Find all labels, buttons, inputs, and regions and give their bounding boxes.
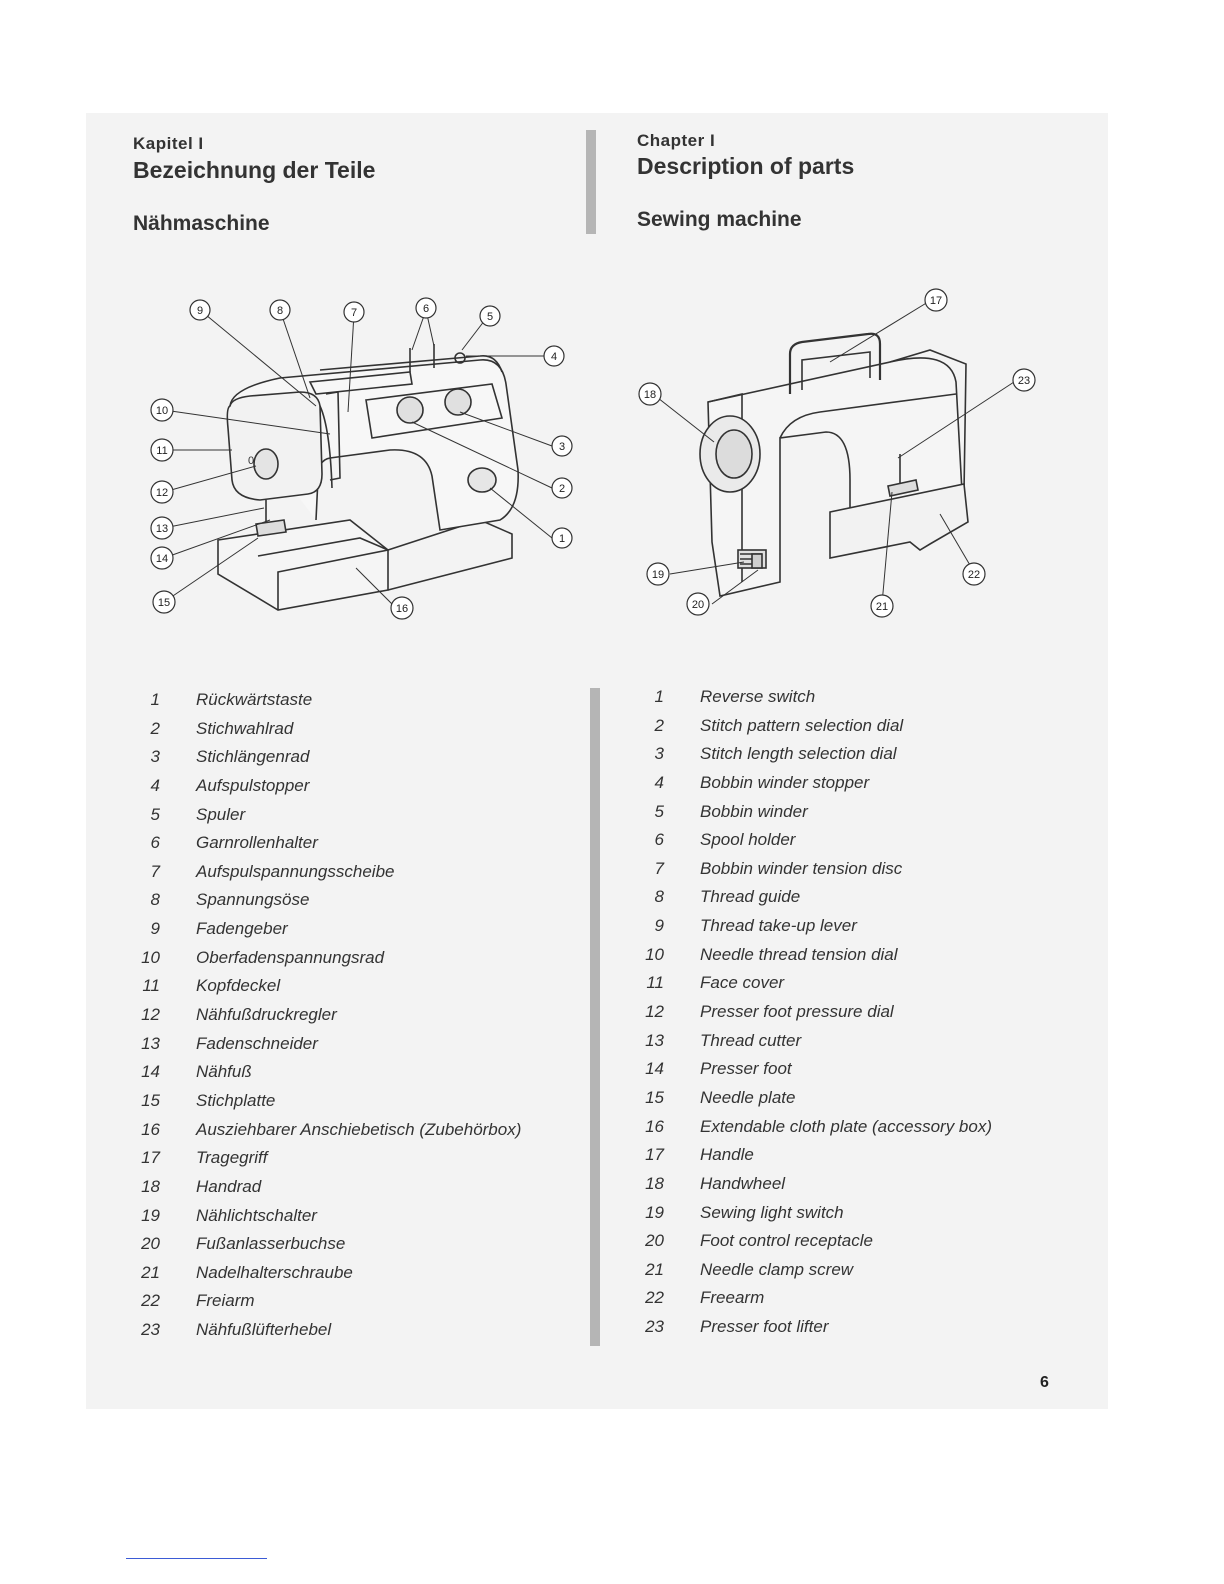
svg-text:0: 0 <box>248 455 255 467</box>
parts-list-item <box>136 948 576 977</box>
page-number: 6 <box>1040 1374 1049 1391</box>
parts-list-item <box>136 1206 576 1235</box>
part-name: Freearm <box>700 1288 765 1308</box>
part-name: Spannungsöse <box>196 890 310 910</box>
part-number: 17 <box>645 1145 664 1165</box>
part-name: Nadelhalterschraube <box>196 1262 353 1282</box>
sewing-machine-front-illustration <box>140 288 590 634</box>
part-name: Presser foot <box>700 1059 792 1079</box>
parts-list-item <box>640 1288 1060 1317</box>
part-name: Stitch length selection dial <box>700 744 897 764</box>
callout-3: 3 <box>558 441 566 453</box>
parts-list-item <box>136 1263 576 1292</box>
part-name: Handrad <box>196 1176 262 1196</box>
parts-list-item <box>136 747 576 776</box>
part-number: 12 <box>141 1005 160 1025</box>
part-name: Nähfußdruckregler <box>196 1005 337 1025</box>
part-name: Needle clamp screw <box>700 1259 854 1279</box>
parts-list-item <box>640 1117 1060 1146</box>
part-number: 2 <box>150 718 160 738</box>
part-name: Fußanlasserbuchse <box>196 1234 346 1254</box>
parts-list-item <box>640 1260 1060 1289</box>
part-number: 7 <box>150 861 160 881</box>
parts-list-item <box>640 687 1060 716</box>
part-name: Stichwahlrad <box>196 718 294 738</box>
part-number: 17 <box>141 1148 160 1168</box>
column-divider-bottom <box>590 688 600 1346</box>
part-name: Nählichtschalter <box>196 1205 317 1225</box>
part-name: Aufspulspannungsscheibe <box>196 861 395 881</box>
part-number: 11 <box>646 973 664 993</box>
parts-list-item <box>136 1320 576 1349</box>
callout-15: 15 <box>157 597 171 609</box>
part-name: Presser foot pressure dial <box>700 1002 894 1022</box>
part-number: 9 <box>654 916 664 936</box>
parts-list-item <box>640 916 1060 945</box>
parts-list-item <box>640 1145 1060 1174</box>
part-number: 10 <box>141 947 160 967</box>
callout-4: 4 <box>550 351 558 363</box>
part-number: 7 <box>654 858 664 878</box>
parts-list-item <box>640 859 1060 888</box>
english-parts-list <box>640 687 1060 1346</box>
part-number: 20 <box>645 1231 664 1251</box>
part-number: 10 <box>645 944 664 964</box>
parts-list-item <box>136 776 576 805</box>
german-parts-list <box>136 690 576 1349</box>
german-subtitle: Nähmaschine <box>133 212 270 235</box>
part-number: 6 <box>150 833 160 853</box>
part-number: 3 <box>150 747 160 767</box>
part-name: Needle plate <box>700 1087 796 1107</box>
parts-list-item <box>136 862 576 891</box>
callout-19: 19 <box>651 569 665 581</box>
part-name: Thread take-up lever <box>700 916 857 936</box>
parts-list-item <box>136 1034 576 1063</box>
parts-list-item <box>136 805 576 834</box>
part-number: 14 <box>645 1059 664 1079</box>
part-number: 12 <box>645 1002 664 1022</box>
part-name: Needle thread tension dial <box>700 944 898 964</box>
sewing-machine-back-illustration <box>630 282 1050 624</box>
part-name: Aufspulstopper <box>196 775 310 795</box>
part-name: Fadenschneider <box>196 1033 318 1053</box>
callout-5: 5 <box>486 311 494 323</box>
part-number: 5 <box>150 804 160 824</box>
part-number: 22 <box>645 1288 664 1308</box>
parts-list-item <box>136 1091 576 1120</box>
english-title: Description of parts <box>637 153 855 179</box>
callout-9: 9 <box>196 305 204 317</box>
part-name: Handwheel <box>700 1173 786 1193</box>
callout-7: 7 <box>350 307 358 319</box>
callout-17: 17 <box>929 295 943 307</box>
parts-list-item <box>136 976 576 1005</box>
parts-list-item <box>640 1174 1060 1203</box>
part-name: Stichplatte <box>196 1090 276 1110</box>
part-number: 23 <box>645 1317 664 1337</box>
parts-list-item <box>136 919 576 948</box>
part-number: 19 <box>141 1205 160 1225</box>
part-number: 11 <box>142 976 160 996</box>
callout-14: 14 <box>155 553 169 565</box>
part-name: Reverse switch <box>700 687 816 706</box>
parts-list-item <box>640 1002 1060 1031</box>
parts-list-item <box>640 973 1060 1002</box>
part-name: Kopfdeckel <box>196 976 281 996</box>
parts-list-item <box>136 1291 576 1320</box>
callout-20: 20 <box>691 599 705 611</box>
part-name: Oberfadenspannungsrad <box>196 947 385 967</box>
part-number: 18 <box>141 1176 160 1196</box>
part-number: 16 <box>645 1116 664 1136</box>
parts-list-item <box>136 1005 576 1034</box>
part-name: Spuler <box>196 804 246 824</box>
parts-list-item <box>640 716 1060 745</box>
part-number: 20 <box>141 1234 160 1254</box>
part-number: 23 <box>141 1320 160 1340</box>
part-number: 1 <box>654 687 664 706</box>
part-name: Nähfuß <box>196 1062 252 1082</box>
parts-list-item <box>640 887 1060 916</box>
part-number: 6 <box>654 830 664 850</box>
parts-list-item <box>640 1031 1060 1060</box>
part-name: Handle <box>700 1145 754 1165</box>
column-divider-top <box>586 130 596 234</box>
part-name: Freiarm <box>196 1291 255 1311</box>
part-number: 8 <box>150 890 160 910</box>
callout-11: 11 <box>156 445 168 457</box>
callout-8: 8 <box>276 305 284 317</box>
parts-list-item <box>136 719 576 748</box>
part-number: 19 <box>645 1202 664 1222</box>
part-name: Foot control receptacle <box>700 1231 873 1251</box>
parts-list-item <box>640 1088 1060 1117</box>
part-name: Extendable cloth plate (accessory box) <box>700 1116 992 1136</box>
part-name: Face cover <box>700 973 785 993</box>
part-name: Stitch pattern selection dial <box>700 715 904 735</box>
part-name: Stichlängenrad <box>196 747 310 767</box>
english-chapter-label: Chapter I <box>637 131 716 150</box>
part-number: 22 <box>141 1291 160 1311</box>
parts-list-item <box>136 890 576 919</box>
part-number: 15 <box>141 1090 160 1110</box>
part-number: 4 <box>654 772 664 792</box>
callout-10: 10 <box>155 405 169 417</box>
parts-list-item <box>640 1059 1060 1088</box>
part-name: Sewing light switch <box>700 1202 844 1222</box>
part-number: 14 <box>141 1062 160 1082</box>
part-name: Thread cutter <box>700 1030 802 1050</box>
part-name: Rückwärtstaste <box>196 690 313 709</box>
callout-13: 13 <box>155 523 169 535</box>
part-name: Tragegriff <box>196 1148 268 1168</box>
part-number: 2 <box>654 715 664 735</box>
parts-list-item <box>136 690 576 719</box>
part-number: 21 <box>141 1262 160 1282</box>
part-name: Ausziehbarer Anschiebetisch (Zubehörbox) <box>196 1119 522 1139</box>
parts-list-item <box>640 1231 1060 1260</box>
parts-list-item <box>640 830 1060 859</box>
part-number: 13 <box>141 1033 160 1053</box>
parts-list-item <box>136 1177 576 1206</box>
parts-list-item <box>640 1317 1060 1346</box>
parts-list-item <box>136 833 576 862</box>
callout-23: 23 <box>1017 375 1031 387</box>
callout-6: 6 <box>422 303 430 315</box>
part-number: 4 <box>150 775 160 795</box>
part-number: 15 <box>645 1087 664 1107</box>
parts-list-item <box>640 744 1060 773</box>
callout-16: 16 <box>395 603 409 615</box>
german-chapter-label: Kapitel I <box>133 134 204 153</box>
parts-list-item <box>640 945 1060 974</box>
part-number: 13 <box>645 1030 664 1050</box>
callout-22: 22 <box>967 569 981 581</box>
callout-21: 21 <box>875 601 889 613</box>
part-name: Garnrollenhalter <box>196 833 318 853</box>
part-name: Bobbin winder tension disc <box>700 858 903 878</box>
parts-list-item <box>136 1148 576 1177</box>
part-name: Fadengeber <box>196 919 288 939</box>
german-title: Bezeichnung der Teile <box>133 157 376 183</box>
part-number: 9 <box>150 919 160 939</box>
part-name: Nähfußlüfterhebel <box>196 1320 332 1340</box>
part-number: 5 <box>654 801 664 821</box>
part-name: Bobbin winder <box>700 801 808 821</box>
part-number: 8 <box>654 887 664 907</box>
parts-list-item <box>136 1234 576 1263</box>
parts-list-item <box>640 802 1060 831</box>
part-number: 1 <box>150 690 160 709</box>
callout-2: 2 <box>558 483 566 495</box>
part-name: Presser foot lifter <box>700 1317 829 1337</box>
part-number: 3 <box>654 744 664 764</box>
part-name: Thread guide <box>700 887 801 907</box>
parts-list-item <box>136 1062 576 1091</box>
callout-12: 12 <box>155 487 169 499</box>
callout-18: 18 <box>643 389 657 401</box>
part-number: 21 <box>645 1259 664 1279</box>
footer-link-line <box>126 1558 267 1559</box>
english-subtitle: Sewing machine <box>637 208 802 231</box>
part-name: Spool holder <box>700 830 796 850</box>
parts-list-item <box>640 773 1060 802</box>
callout-1: 1 <box>558 533 566 545</box>
part-number: 18 <box>645 1173 664 1193</box>
parts-list-item <box>136 1120 576 1149</box>
part-name: Bobbin winder stopper <box>700 772 870 792</box>
part-number: 16 <box>141 1119 160 1139</box>
parts-list-item <box>640 1203 1060 1232</box>
